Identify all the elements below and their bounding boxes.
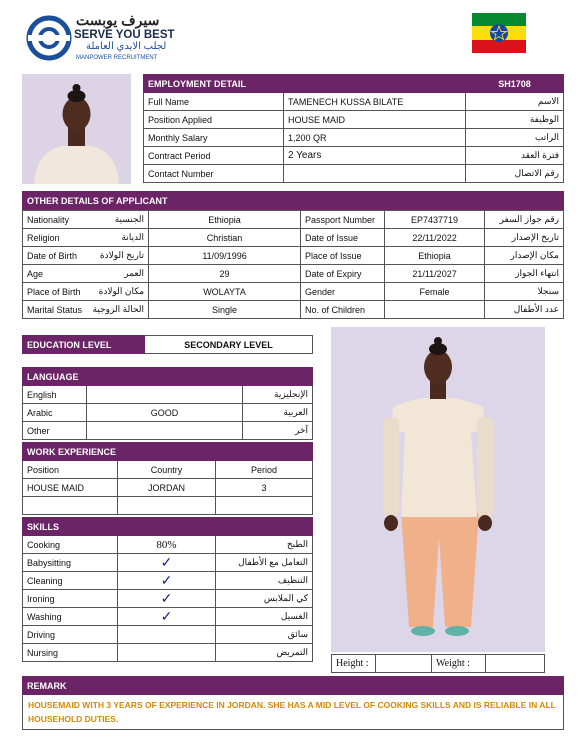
detail-label-ar: انتهاء الجواز bbox=[485, 265, 564, 283]
row-label: Full Name bbox=[144, 93, 284, 111]
employment-row bbox=[144, 147, 564, 165]
other-details-row bbox=[23, 301, 564, 319]
work-period: 3 bbox=[216, 479, 313, 497]
detail-label-ar: سنجلا bbox=[485, 283, 564, 301]
skill-label: Washing bbox=[23, 608, 118, 626]
remark-text: HOUSEMAID WITH 3 YEARS OF EXPERIENCE IN JORDAN. SHE HAS A MID LEVEL OF COOKING SKILLS AND IS RELIABLE IN ALL HOUSEHOLD DUTIES. bbox=[23, 695, 564, 730]
skill-value: 80% bbox=[118, 536, 216, 554]
work-row bbox=[23, 479, 313, 497]
detail-value: WOLAYTA bbox=[149, 283, 301, 301]
work-row bbox=[23, 497, 313, 515]
height-label: Height : bbox=[332, 655, 376, 673]
skill-label-ar: سائق bbox=[216, 626, 313, 644]
language-value bbox=[87, 422, 243, 440]
detail-label: Passport Number bbox=[301, 211, 385, 229]
other-details-table bbox=[22, 191, 564, 210]
language-row bbox=[23, 404, 313, 422]
ethiopia-flag-icon bbox=[472, 13, 526, 53]
skill-row bbox=[23, 590, 313, 608]
skill-label-ar: التمريض bbox=[216, 644, 313, 662]
other-details-row bbox=[23, 283, 564, 301]
work-experience-table bbox=[22, 442, 313, 515]
row-label: Contact Number bbox=[144, 165, 284, 183]
work-header-position: Position bbox=[23, 461, 118, 479]
detail-value: 22/11/2022 bbox=[385, 229, 485, 247]
work-header-period: Period bbox=[216, 461, 313, 479]
detail-value: Single bbox=[149, 301, 301, 319]
row-label-ar: الاسم bbox=[466, 93, 564, 111]
work-period bbox=[216, 497, 313, 515]
skill-value bbox=[118, 626, 216, 644]
language-label: English bbox=[23, 386, 87, 404]
education-value: SECONDARY LEVEL bbox=[145, 336, 313, 354]
detail-value: Christian bbox=[149, 229, 301, 247]
work-position bbox=[23, 497, 118, 515]
language-label: Arabic bbox=[23, 404, 87, 422]
logo-arabic-sub: لجلب الايدي العاملة bbox=[86, 41, 167, 52]
skill-label: Nursing bbox=[23, 644, 118, 662]
skill-row bbox=[23, 536, 313, 554]
detail-label-ar: عدد الأطفال bbox=[485, 301, 564, 319]
language-table bbox=[22, 367, 313, 440]
work-country bbox=[118, 497, 216, 515]
language-label-ar: العربية bbox=[243, 404, 313, 422]
logo-sub: MANPOWER RECRUITMENT bbox=[76, 55, 158, 61]
row-value: TAMENECH KUSSA BILATE bbox=[284, 93, 466, 111]
height-value bbox=[376, 655, 432, 673]
skill-label: Babysitting bbox=[23, 554, 118, 572]
employment-title: EMPLOYMENT DETAIL bbox=[144, 75, 466, 93]
detail-label-ar: رقم جواز السفر bbox=[485, 211, 564, 229]
detail-label: Date of Issue bbox=[301, 229, 385, 247]
logo-arabic: سيرف يوبست bbox=[76, 12, 160, 28]
education-label: EDUCATION LEVEL bbox=[23, 336, 145, 354]
language-label: Other bbox=[23, 422, 87, 440]
language-label-ar: الإنجليزية bbox=[243, 386, 313, 404]
detail-label-ar: العمر bbox=[89, 265, 149, 283]
row-value: 1,200 QR bbox=[284, 129, 466, 147]
other-details-row bbox=[23, 211, 564, 229]
checkmark-icon: ✓ bbox=[118, 572, 216, 590]
detail-label-ar: الحالة الزوجية bbox=[89, 301, 149, 319]
detail-label-ar: مكان الإصدار bbox=[485, 247, 564, 265]
detail-value: Ethiopia bbox=[385, 247, 485, 265]
language-value bbox=[87, 386, 243, 404]
other-details-title: OTHER DETAILS OF APPLICANT bbox=[23, 192, 564, 210]
company-logo bbox=[26, 12, 206, 64]
detail-label-ar: الجنسية bbox=[89, 211, 149, 229]
row-label: Monthly Salary bbox=[144, 129, 284, 147]
skill-label-ar: الغسيل bbox=[216, 608, 313, 626]
work-header-country: Country bbox=[118, 461, 216, 479]
detail-label: Marital Status bbox=[23, 301, 89, 319]
weight-value bbox=[486, 655, 545, 673]
language-title: LANGUAGE bbox=[23, 368, 313, 386]
language-value: GOOD bbox=[87, 404, 243, 422]
detail-value: Female bbox=[385, 283, 485, 301]
detail-label-ar: الديانة bbox=[89, 229, 149, 247]
logo-name: SERVE YOU BEST bbox=[74, 29, 175, 41]
detail-label: Nationality bbox=[23, 211, 89, 229]
row-label-ar: الراتب bbox=[466, 129, 564, 147]
skill-row bbox=[23, 644, 313, 662]
detail-value: 11/09/1996 bbox=[149, 247, 301, 265]
checkmark-icon: ✓ bbox=[118, 554, 216, 572]
row-label-ar: الوظيفة bbox=[466, 111, 564, 129]
language-row bbox=[23, 422, 313, 440]
skill-label-ar: التنظيف bbox=[216, 572, 313, 590]
remark-table bbox=[22, 676, 564, 730]
row-value: HOUSE MAID bbox=[284, 111, 466, 129]
skill-row bbox=[23, 572, 313, 590]
applicant-portrait bbox=[22, 74, 131, 184]
detail-value: 29 bbox=[149, 265, 301, 283]
measurements-table bbox=[331, 654, 545, 673]
checkmark-icon: ✓ bbox=[118, 590, 216, 608]
skill-row bbox=[23, 608, 313, 626]
skill-label-ar: التعامل مع الأطفال bbox=[216, 554, 313, 572]
detail-label: Age bbox=[23, 265, 89, 283]
reference-code: SH1708 bbox=[466, 75, 564, 93]
work-country: JORDAN bbox=[118, 479, 216, 497]
employment-row bbox=[144, 129, 564, 147]
detail-label-ar: تاريخ الإصدار bbox=[485, 229, 564, 247]
language-row bbox=[23, 386, 313, 404]
skill-label-ar: الطبخ bbox=[216, 536, 313, 554]
other-details-rows bbox=[22, 210, 564, 319]
row-label-ar: رقم الاتصال bbox=[466, 165, 564, 183]
other-details-row bbox=[23, 229, 564, 247]
detail-label-ar: مكان الولادة bbox=[89, 283, 149, 301]
detail-value bbox=[385, 301, 485, 319]
detail-label: Religion bbox=[23, 229, 89, 247]
row-value: 2 Years bbox=[284, 147, 466, 165]
other-details-row bbox=[23, 247, 564, 265]
skills-title: SKILLS bbox=[23, 518, 313, 536]
work-position: HOUSE MAID bbox=[23, 479, 118, 497]
row-label-ar: فترة العقد bbox=[466, 147, 564, 165]
skill-label-ar: كي الملابس bbox=[216, 590, 313, 608]
detail-label: No. of Children bbox=[301, 301, 385, 319]
work-experience-title: WORK EXPERIENCE bbox=[23, 443, 313, 461]
row-label: Contract Period bbox=[144, 147, 284, 165]
detail-value: 21/11/2027 bbox=[385, 265, 485, 283]
row-value bbox=[284, 165, 466, 183]
detail-value: Ethiopia bbox=[149, 211, 301, 229]
detail-label: Date of Expiry bbox=[301, 265, 385, 283]
checkmark-icon: ✓ bbox=[118, 608, 216, 626]
skill-label: Cooking bbox=[23, 536, 118, 554]
employment-row bbox=[144, 111, 564, 129]
detail-label: Place of Issue bbox=[301, 247, 385, 265]
remark-title: REMARK bbox=[23, 677, 564, 695]
education-table bbox=[22, 335, 313, 354]
skill-label: Driving bbox=[23, 626, 118, 644]
skill-label: Cleaning bbox=[23, 572, 118, 590]
logo-emblem-icon bbox=[26, 15, 72, 61]
other-details-row bbox=[23, 265, 564, 283]
row-label: Position Applied bbox=[144, 111, 284, 129]
detail-label: Date of Birth bbox=[23, 247, 89, 265]
skill-label: Ironing bbox=[23, 590, 118, 608]
employment-row bbox=[144, 93, 564, 111]
detail-label: Place of Birth bbox=[23, 283, 89, 301]
employment-row bbox=[144, 165, 564, 183]
applicant-full-photo bbox=[331, 327, 545, 652]
skill-row bbox=[23, 626, 313, 644]
detail-label-ar: تاريخ الولادة bbox=[89, 247, 149, 265]
skill-value bbox=[118, 644, 216, 662]
skills-table bbox=[22, 517, 313, 662]
detail-value: EP7437719 bbox=[385, 211, 485, 229]
skill-row bbox=[23, 554, 313, 572]
weight-label: Weight : bbox=[432, 655, 486, 673]
employment-table bbox=[143, 74, 564, 183]
language-label-ar: آخر bbox=[243, 422, 313, 440]
detail-label: Gender bbox=[301, 283, 385, 301]
